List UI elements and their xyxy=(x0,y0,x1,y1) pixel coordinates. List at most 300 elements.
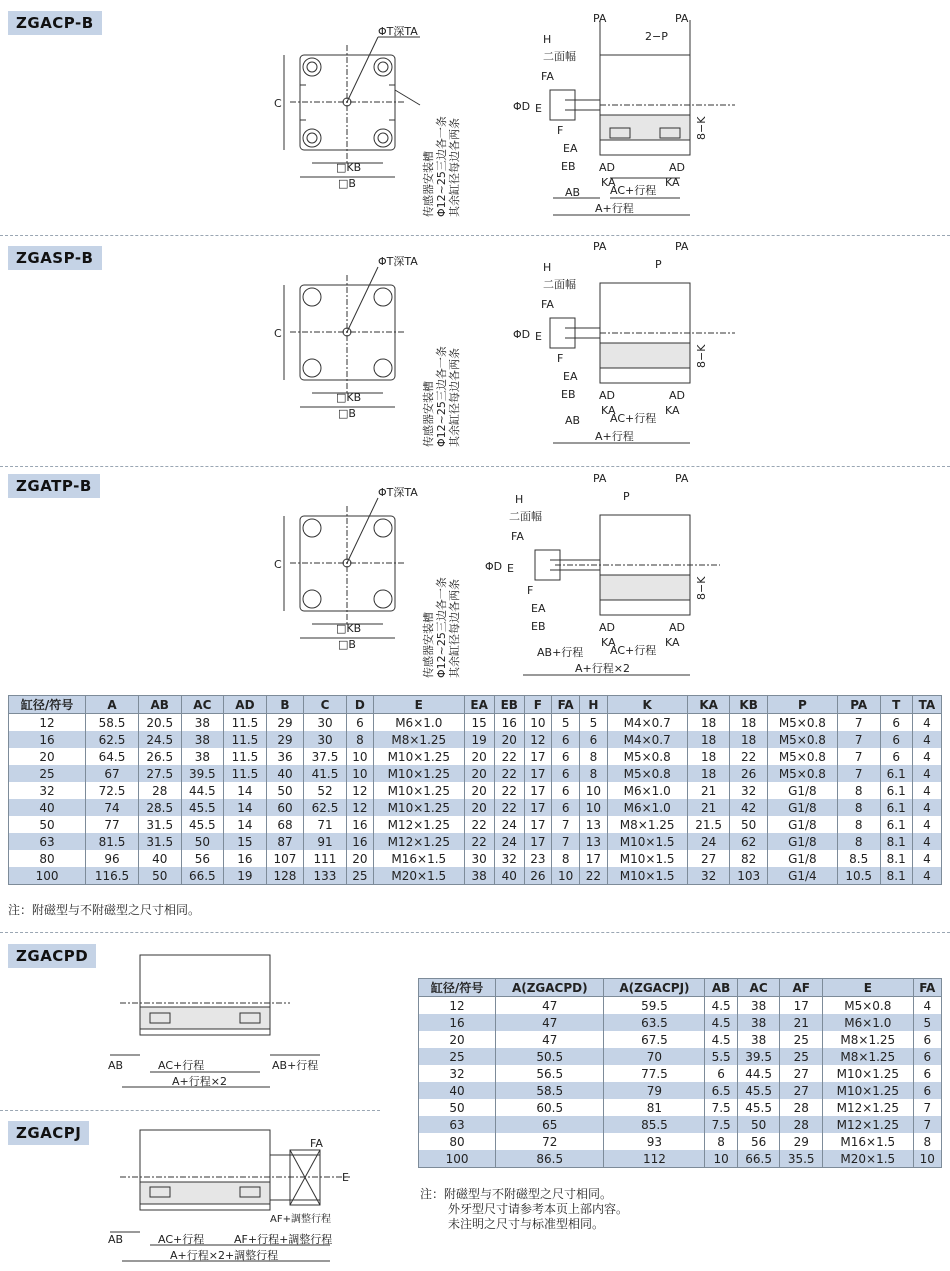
h-label: H xyxy=(543,33,552,46)
table-cell: 107 xyxy=(266,850,303,867)
table-cell: M4×0.7 xyxy=(607,731,687,748)
table-cell: M5×0.8 xyxy=(767,748,837,765)
fa-label: FA xyxy=(541,70,554,83)
table-cell: 4.5 xyxy=(705,997,737,1015)
table-cell: 6 xyxy=(551,748,579,765)
table-row xyxy=(9,833,942,850)
table-cell: 79 xyxy=(604,1082,705,1099)
table-cell: 4 xyxy=(912,748,941,765)
table-cell: 50 xyxy=(419,1099,496,1116)
pa-label: PA xyxy=(675,472,689,485)
table-cell: 17 xyxy=(524,799,551,816)
table-cell: 16 xyxy=(346,816,373,833)
ac-label: AC+行程 xyxy=(158,1233,205,1246)
table-cell: 32 xyxy=(494,850,524,867)
e-label: E xyxy=(535,330,542,343)
pa-label: PA xyxy=(593,472,607,485)
eb-label: EB xyxy=(561,160,576,173)
table-cell: G1/8 xyxy=(767,782,837,799)
secondary-table-note xyxy=(420,1187,628,1232)
table-cell: 8 xyxy=(913,1133,941,1150)
column-header: TA xyxy=(912,696,941,714)
table-cell: 16 xyxy=(346,833,373,850)
table-cell: 85.5 xyxy=(604,1116,705,1133)
table-cell: 6 xyxy=(705,1065,737,1082)
table-cell: 20.5 xyxy=(138,714,181,732)
ab-label: AB xyxy=(108,1233,124,1246)
table-cell: M10×1.25 xyxy=(374,799,465,816)
table-cell: 72 xyxy=(496,1133,604,1150)
column-header: AF xyxy=(780,979,823,997)
table-cell: 14 xyxy=(224,816,267,833)
table-row xyxy=(419,1116,942,1133)
table-cell: 4 xyxy=(912,782,941,799)
table-cell: 16 xyxy=(419,1014,496,1031)
table-cell: 22 xyxy=(464,816,494,833)
table-cell: 128 xyxy=(266,867,303,885)
table-cell: 6 xyxy=(346,714,373,732)
table-cell: 47 xyxy=(496,1014,604,1031)
table-cell: 38 xyxy=(181,714,224,732)
table-cell: 6 xyxy=(880,748,912,765)
table-cell: 26 xyxy=(730,765,767,782)
table-cell: 8 xyxy=(551,850,579,867)
two-face-label: 二面幅 xyxy=(509,510,542,523)
table-cell: 10 xyxy=(346,765,373,782)
table-cell: 38 xyxy=(464,867,494,885)
main-table-note: 注：附磁型与不附磁型之尺寸相同。 xyxy=(8,903,201,917)
table-row xyxy=(9,782,942,799)
table-cell: M10×1.25 xyxy=(823,1065,914,1082)
table-cell: 30 xyxy=(464,850,494,867)
side-view-drawing-1 xyxy=(505,10,745,220)
table-cell: 29 xyxy=(266,714,303,732)
table-cell: 50 xyxy=(138,867,181,885)
table-cell: 40 xyxy=(9,799,86,816)
section-divider xyxy=(0,1110,380,1111)
model-tag-zgasp-b: ZGASP-B xyxy=(8,246,102,270)
table-cell: M6×1.0 xyxy=(607,799,687,816)
table-cell: 10 xyxy=(524,714,551,732)
ea-label: EA xyxy=(531,602,546,615)
table-cell: M10×1.25 xyxy=(374,748,465,765)
table-cell: 6 xyxy=(913,1031,941,1048)
table-cell: 45.5 xyxy=(181,816,224,833)
p-label: P xyxy=(655,258,662,271)
table-cell: 5 xyxy=(551,714,579,732)
table-cell: 111 xyxy=(304,850,347,867)
table-cell: 4 xyxy=(912,714,941,732)
table-cell: 14 xyxy=(224,782,267,799)
table-cell: 32 xyxy=(419,1065,496,1082)
c-label: C xyxy=(274,327,282,340)
a-label: A+行程×2 xyxy=(575,662,630,675)
table-cell: 6 xyxy=(551,731,579,748)
fa-label: FA xyxy=(541,298,554,311)
column-header: AD xyxy=(224,696,267,714)
table-row xyxy=(419,1099,942,1116)
table-cell: M16×1.5 xyxy=(374,850,465,867)
ea-label: EA xyxy=(563,370,578,383)
t-depth-label: ΦT深TA xyxy=(378,255,418,268)
table-row xyxy=(9,816,942,833)
sensor-slot-label: 传感器安装槽 xyxy=(422,151,435,217)
table-cell: 45.5 xyxy=(737,1099,780,1116)
table-cell: 26.5 xyxy=(138,748,181,765)
f-label: F xyxy=(557,124,564,137)
table-cell: 86.5 xyxy=(496,1150,604,1168)
fa-label: FA xyxy=(511,530,524,543)
table-cell: M6×1.0 xyxy=(607,782,687,799)
table-row xyxy=(9,850,942,867)
table-cell: 19 xyxy=(464,731,494,748)
table-cell: 80 xyxy=(419,1133,496,1150)
table-cell: 27.5 xyxy=(138,765,181,782)
table-cell: 10 xyxy=(580,799,607,816)
table-cell: 16 xyxy=(224,850,267,867)
table-cell: 22 xyxy=(464,833,494,850)
section-divider xyxy=(0,932,950,933)
table-cell: 24 xyxy=(687,833,730,850)
table-cell: G1/4 xyxy=(767,867,837,885)
table-cell: 8 xyxy=(346,731,373,748)
table-row xyxy=(9,799,942,816)
ac-label: AC+行程 xyxy=(158,1059,205,1072)
table-cell: 25 xyxy=(780,1031,823,1048)
table-cell: M10×1.25 xyxy=(374,782,465,799)
table-cell: 28 xyxy=(780,1099,823,1116)
table-cell: 44.5 xyxy=(181,782,224,799)
table-cell: 91 xyxy=(304,833,347,850)
column-header: KB xyxy=(730,696,767,714)
table-cell: 21 xyxy=(687,799,730,816)
table-cell: 100 xyxy=(9,867,86,885)
table-cell: 80 xyxy=(9,850,86,867)
table-cell: 7 xyxy=(837,731,880,748)
end-view-drawing-1 xyxy=(270,25,470,225)
ka-label: KA xyxy=(665,176,680,189)
table-cell: 112 xyxy=(604,1150,705,1168)
table-cell: 39.5 xyxy=(181,765,224,782)
table-cell: 7 xyxy=(837,765,880,782)
sensor-slot-label: 其余缸径每边各两条 xyxy=(448,579,461,678)
ad-label: AD xyxy=(669,161,685,174)
table-cell: 4 xyxy=(912,867,941,885)
table-cell: 63.5 xyxy=(604,1014,705,1031)
table-cell: 8.1 xyxy=(880,867,912,885)
table-cell: 10 xyxy=(580,782,607,799)
model-tag-zgacp-b: ZGACP-B xyxy=(8,11,102,35)
table-cell: 6 xyxy=(551,765,579,782)
table-cell: M10×1.25 xyxy=(374,765,465,782)
table-cell: 13 xyxy=(580,816,607,833)
table-cell: 4 xyxy=(912,850,941,867)
table-cell: M12×1.25 xyxy=(374,816,465,833)
column-header: AC xyxy=(737,979,780,997)
table-cell: 58.5 xyxy=(496,1082,604,1099)
table-cell: 11.5 xyxy=(224,748,267,765)
table-cell: 30 xyxy=(304,714,347,732)
table-cell: M20×1.5 xyxy=(374,867,465,885)
table-cell: 8 xyxy=(837,833,880,850)
ad-label: AD xyxy=(599,161,615,174)
e-label: E xyxy=(507,562,514,575)
table-cell: 77 xyxy=(86,816,139,833)
table-cell: 63 xyxy=(419,1116,496,1133)
column-header: FA xyxy=(913,979,941,997)
table-cell: 64.5 xyxy=(86,748,139,765)
table-cell: 24.5 xyxy=(138,731,181,748)
table-cell: 20 xyxy=(464,765,494,782)
table-cell: M20×1.5 xyxy=(823,1150,914,1168)
table-cell: 4.5 xyxy=(705,1014,737,1031)
table-cell: 17 xyxy=(580,850,607,867)
table-cell: G1/8 xyxy=(767,850,837,867)
table-cell: 50 xyxy=(730,816,767,833)
table-cell: M5×0.8 xyxy=(607,748,687,765)
end-view-drawing-3 xyxy=(270,486,470,686)
sensor-slot-label: Φ12~25三边各一条 xyxy=(435,116,448,217)
table-cell: G1/8 xyxy=(767,816,837,833)
ka-label: KA xyxy=(601,636,616,649)
t-depth-label: ΦT深TA xyxy=(378,486,418,499)
table-cell: 10 xyxy=(346,748,373,765)
table-cell: 12 xyxy=(9,714,86,732)
table-cell: 32 xyxy=(9,782,86,799)
table-cell: 12 xyxy=(346,799,373,816)
table-cell: 7 xyxy=(551,816,579,833)
table-cell: 96 xyxy=(86,850,139,867)
table-cell: 24 xyxy=(494,833,524,850)
table-cell: 12 xyxy=(419,997,496,1015)
kb-label: □KB xyxy=(336,161,362,174)
table-cell: 8 xyxy=(580,748,607,765)
column-header: AB xyxy=(705,979,737,997)
table-cell: 65 xyxy=(496,1116,604,1133)
table-cell: 71 xyxy=(304,816,347,833)
table-cell: G1/8 xyxy=(767,833,837,850)
k-thread-label: 8−K xyxy=(695,576,708,600)
eb-label: EB xyxy=(561,388,576,401)
c-label: C xyxy=(274,558,282,571)
table-cell: 62.5 xyxy=(86,731,139,748)
table-cell: 44.5 xyxy=(737,1065,780,1082)
table-cell: 67 xyxy=(86,765,139,782)
table-cell: 12 xyxy=(524,731,551,748)
ac-label: AC+行程 xyxy=(610,644,657,657)
table-cell: 27 xyxy=(780,1065,823,1082)
table-cell: 7.5 xyxy=(705,1099,737,1116)
table-cell: 50 xyxy=(737,1116,780,1133)
column-header: PA xyxy=(837,696,880,714)
d-label: ΦD xyxy=(513,100,531,113)
table-cell: 10.5 xyxy=(837,867,880,885)
table-cell: 56 xyxy=(181,850,224,867)
table-cell: 39.5 xyxy=(737,1048,780,1065)
table-cell: 6.5 xyxy=(705,1082,737,1099)
table-cell: 23 xyxy=(524,850,551,867)
table-cell: 18 xyxy=(730,714,767,732)
section-divider xyxy=(0,466,950,467)
table-cell: 66.5 xyxy=(737,1150,780,1168)
model-tag-zgatp-b: ZGATP-B xyxy=(8,474,100,498)
note-line: 外牙型尺寸请参考本页上部内容。 xyxy=(448,1202,629,1216)
table-cell: 7 xyxy=(837,714,880,732)
column-header: FA xyxy=(551,696,579,714)
table-cell: 60.5 xyxy=(496,1099,604,1116)
table-cell: 20 xyxy=(464,782,494,799)
table-cell: 40 xyxy=(494,867,524,885)
table-cell: 11.5 xyxy=(224,731,267,748)
table-cell: 58.5 xyxy=(86,714,139,732)
ka-label: KA xyxy=(601,176,616,189)
column-header: 缸径/符号 xyxy=(419,979,496,997)
b-label: □B xyxy=(338,638,356,651)
table-cell: 87 xyxy=(266,833,303,850)
table-cell: 8 xyxy=(837,816,880,833)
table-cell: M12×1.25 xyxy=(374,833,465,850)
zgacpj-drawing xyxy=(100,1125,360,1265)
table-cell: 45.5 xyxy=(737,1082,780,1099)
table-cell: M8×1.25 xyxy=(823,1048,914,1065)
table-cell: 28 xyxy=(138,782,181,799)
table-cell: 6.1 xyxy=(880,816,912,833)
table-cell: 6 xyxy=(551,799,579,816)
table-cell: 17 xyxy=(524,816,551,833)
table-cell: M12×1.25 xyxy=(823,1116,914,1133)
table-cell: 66.5 xyxy=(181,867,224,885)
ab-label: AB xyxy=(565,186,581,199)
end-view-drawing-2 xyxy=(270,255,470,455)
p-label: P xyxy=(623,490,630,503)
table-cell: 38 xyxy=(737,997,780,1015)
e-label: E xyxy=(535,102,542,115)
b-label: □B xyxy=(338,407,356,420)
column-header: A xyxy=(86,696,139,714)
column-header: 缸径/符号 xyxy=(9,696,86,714)
kb-label: □KB xyxy=(336,622,362,635)
table-cell: 17 xyxy=(524,765,551,782)
table-cell: 56.5 xyxy=(496,1065,604,1082)
table-cell: 18 xyxy=(687,748,730,765)
table-cell: 20 xyxy=(464,748,494,765)
ad-label: AD xyxy=(599,389,615,402)
note-line: 未注明之尺寸与标准型相同。 xyxy=(448,1217,605,1231)
af-stroke-label: AF+行程+調整行程 xyxy=(234,1233,333,1246)
sensor-slot-label: 其余缸径每边各两条 xyxy=(448,118,461,217)
e-label: E xyxy=(342,1171,349,1184)
two-face-label: 二面幅 xyxy=(543,278,576,291)
table-row xyxy=(419,1031,942,1048)
table-row xyxy=(9,731,942,748)
table-cell: 60 xyxy=(266,799,303,816)
table-cell: 52 xyxy=(304,782,347,799)
table-cell: 18 xyxy=(687,731,730,748)
t-depth-label: ΦT深TA xyxy=(378,25,418,38)
table-cell: 32 xyxy=(730,782,767,799)
secondary-spec-table xyxy=(418,978,942,1168)
table-cell: 11.5 xyxy=(224,714,267,732)
column-header: A(ZGACPJ) xyxy=(604,979,705,997)
ea-label: EA xyxy=(563,142,578,155)
table-cell: 21.5 xyxy=(687,816,730,833)
sensor-slot-label: Φ12~25三边各一条 xyxy=(435,577,448,678)
table-cell: 6 xyxy=(880,731,912,748)
table-cell: 7.5 xyxy=(705,1116,737,1133)
table-cell: M16×1.5 xyxy=(823,1133,914,1150)
table-cell: 16 xyxy=(494,714,524,732)
table-cell: M10×1.5 xyxy=(607,867,687,885)
table-cell: 59.5 xyxy=(604,997,705,1015)
table-cell: 7 xyxy=(913,1116,941,1133)
ab-label: AB xyxy=(565,414,581,427)
table-cell: M10×1.5 xyxy=(607,850,687,867)
ab-label: AB+行程 xyxy=(537,646,584,659)
ab-label: AB xyxy=(108,1059,124,1072)
table-cell: 37.5 xyxy=(304,748,347,765)
table-cell: 18 xyxy=(687,714,730,732)
column-header: EA xyxy=(464,696,494,714)
table-cell: 133 xyxy=(304,867,347,885)
table-cell: M5×0.8 xyxy=(607,765,687,782)
table-cell: 30 xyxy=(304,731,347,748)
ka-label: KA xyxy=(665,404,680,417)
column-header: T xyxy=(880,696,912,714)
table-cell: 20 xyxy=(9,748,86,765)
table-cell: M10×1.25 xyxy=(823,1082,914,1099)
table-cell: G1/8 xyxy=(767,799,837,816)
table-cell: 6 xyxy=(913,1082,941,1099)
column-header: A(ZGACPD) xyxy=(496,979,604,997)
table-cell: 22 xyxy=(494,782,524,799)
ad-label: AD xyxy=(599,621,615,634)
table-cell: 41.5 xyxy=(304,765,347,782)
h-label: H xyxy=(515,493,524,506)
table-cell: 68 xyxy=(266,816,303,833)
table-cell: M5×0.8 xyxy=(767,714,837,732)
column-header: AC xyxy=(181,696,224,714)
table-row xyxy=(419,1065,942,1082)
table-cell: 50 xyxy=(266,782,303,799)
column-header: AB xyxy=(138,696,181,714)
table-cell: 81.5 xyxy=(86,833,139,850)
b-label: □B xyxy=(338,177,356,190)
d-label: ΦD xyxy=(513,328,531,341)
sensor-slot-label: 传感器安装槽 xyxy=(422,612,435,678)
table-cell: 17 xyxy=(780,997,823,1015)
table-cell: 20 xyxy=(346,850,373,867)
table-cell: 17 xyxy=(524,782,551,799)
table-cell: 6 xyxy=(551,782,579,799)
table-cell: 10 xyxy=(913,1150,941,1168)
table-cell: 100 xyxy=(419,1150,496,1168)
column-header: D xyxy=(346,696,373,714)
table-cell: 24 xyxy=(494,816,524,833)
table-cell: 5.5 xyxy=(705,1048,737,1065)
table-cell: 20 xyxy=(494,731,524,748)
table-cell: 10 xyxy=(551,867,579,885)
table-cell: 6.1 xyxy=(880,782,912,799)
table-cell: 62 xyxy=(730,833,767,850)
af-adjust-label: AF+調整行程 xyxy=(270,1214,331,1225)
table-cell: 14 xyxy=(224,799,267,816)
table-cell: 22 xyxy=(580,867,607,885)
table-cell: M6×1.0 xyxy=(374,714,465,732)
section-divider xyxy=(0,235,950,236)
table-cell: 21 xyxy=(687,782,730,799)
table-cell: 10 xyxy=(705,1150,737,1168)
fa-label: FA xyxy=(310,1137,323,1150)
